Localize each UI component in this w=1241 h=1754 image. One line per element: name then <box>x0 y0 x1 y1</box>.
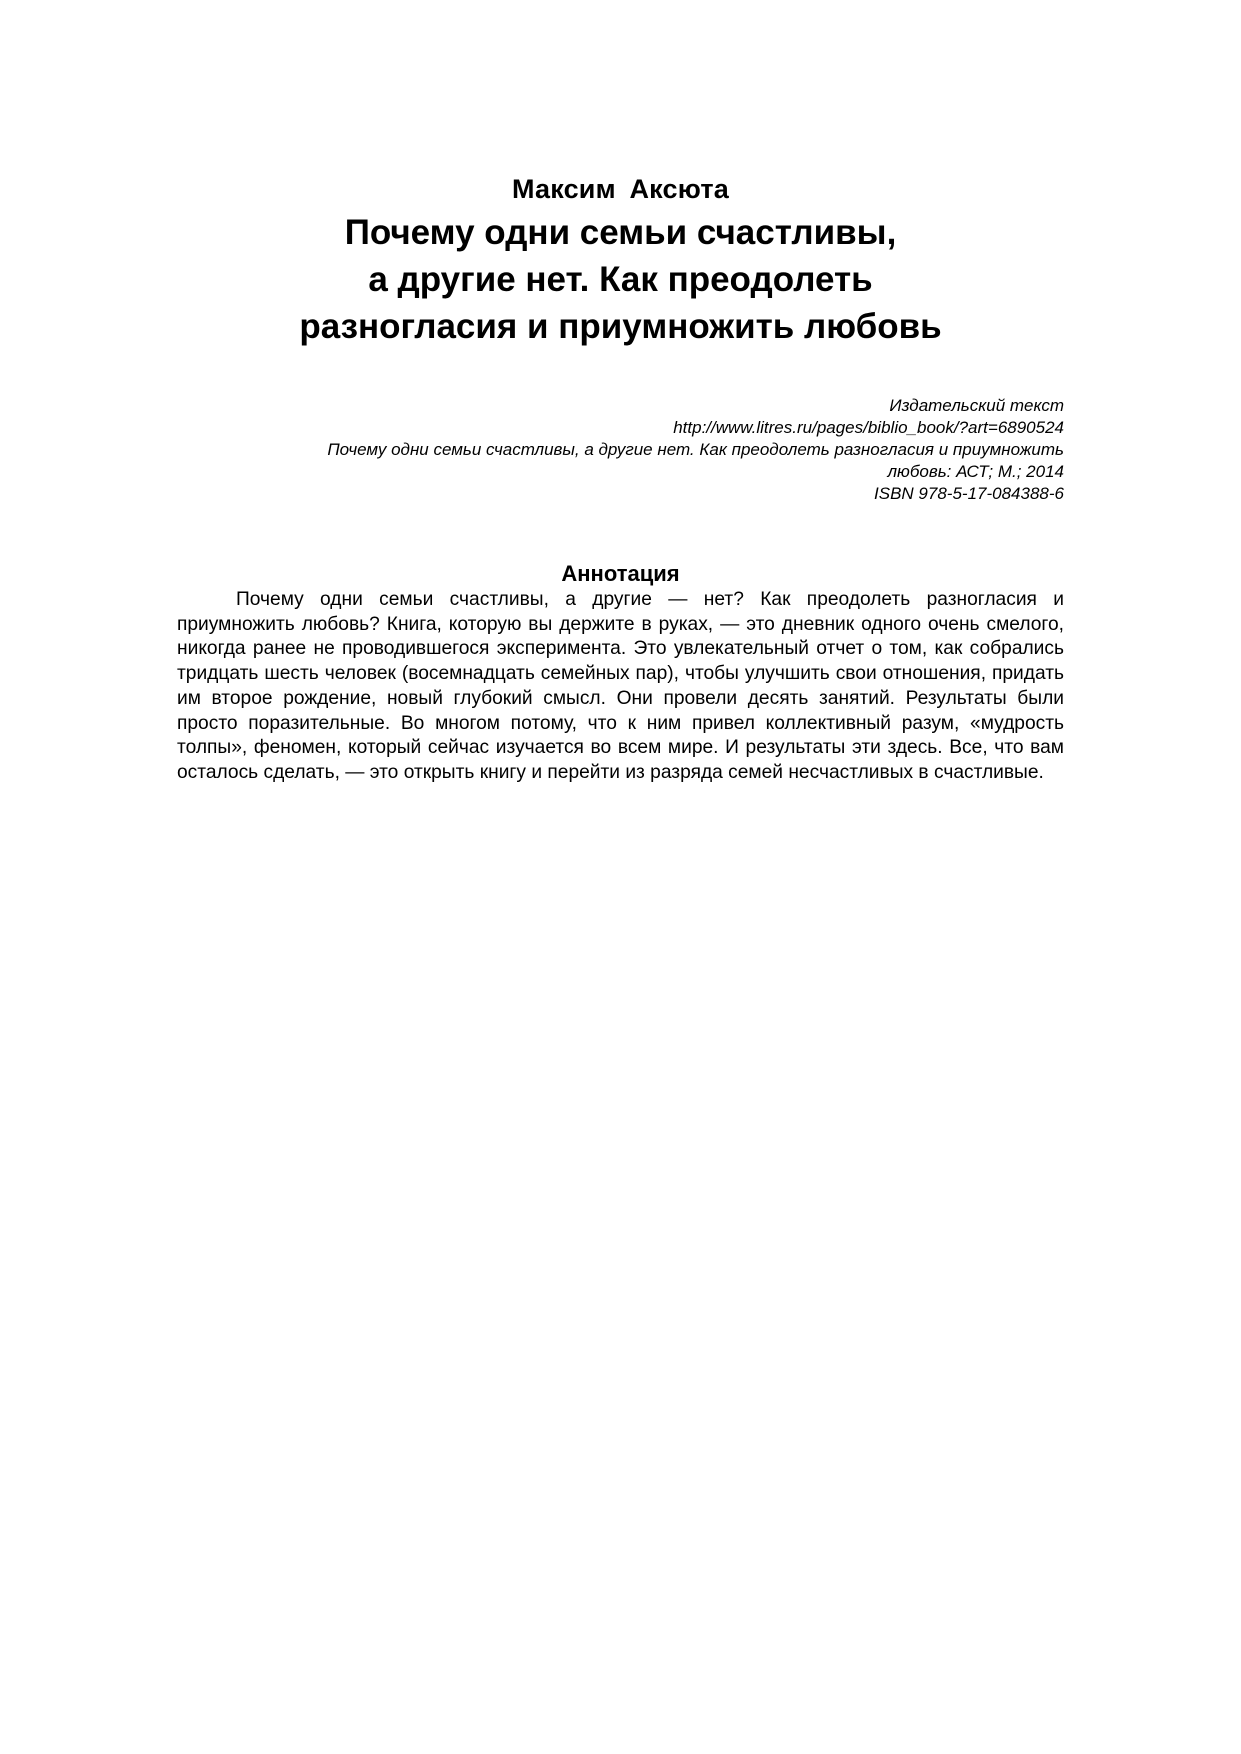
publication-metadata <box>164 395 1064 505</box>
isbn: ISBN 978-5-17-084388-6 <box>874 484 1064 503</box>
title-block <box>177 172 1064 350</box>
book-title-line-1: Почему одни семьи счастливы, <box>344 213 897 252</box>
author-name: Максим Аксюта <box>512 174 729 204</box>
annotation-text: Почему одни семьи счастливы, а другие — нет? Как преодолеть разногласия и приумножить любовь? Книга, которую вы держите в руках, — это дневник одного очень смелого, никогда ранее не проводившегося эксперимента. Это увлекательный отчет о том, как собрались тридцать шесть человек (восемнадцать семейных пар), чтобы улучшить свои отношения, придать им второе рождение, новый глубокий смысл. Они провели десять занятий. Результаты были просто поразительные. Во многом потому, что к ним привел коллективный разум, «мудрость толпы», феномен, который сейчас изучается во всем мире. И результаты эти здесь. Все, что вам осталось сделать, — это открыть книгу и перейти из разряда семей несчастливых в счастливые. <box>177 589 1064 783</box>
book-title <box>177 209 1064 350</box>
book-title-line-3: разногласия и приумножить любовь <box>299 307 942 346</box>
citation-line-2: любовь: АСТ; М.; 2014 <box>887 462 1064 481</box>
annotation-heading: Аннотация <box>561 561 680 586</box>
publisher-label: Издательский текст <box>889 396 1064 415</box>
source-url: http://www.litres.ru/pages/biblio_book/?art=6890524 <box>673 418 1064 437</box>
book-title-line-2: а другие нет. Как преодолеть <box>368 260 873 299</box>
citation-line-1: Почему одни семьи счастливы, а другие нет. Как преодолеть разногласия и приумножить <box>327 440 1064 459</box>
